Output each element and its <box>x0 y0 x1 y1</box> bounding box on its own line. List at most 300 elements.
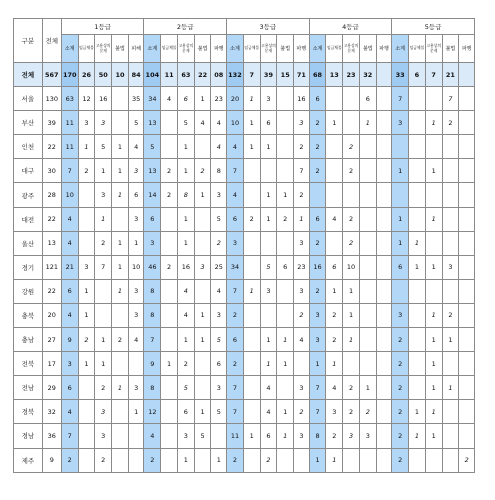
value-cell <box>392 135 409 159</box>
value-cell <box>309 183 326 207</box>
value-cell <box>112 400 129 424</box>
value-cell: 26 <box>78 63 95 87</box>
value-cell: 3 <box>359 424 376 448</box>
value-cell <box>459 328 475 352</box>
value-cell <box>459 255 475 279</box>
value-cell: 11 <box>161 63 178 87</box>
value-cell: 8 <box>144 279 161 303</box>
value-cell: 71 <box>294 63 310 87</box>
value-cell <box>78 400 95 424</box>
value-cell <box>376 328 392 352</box>
value-cell: 1 <box>112 231 129 255</box>
value-cell <box>442 279 459 303</box>
value-cell: 3 <box>309 328 326 352</box>
value-cell: 1 <box>78 279 95 303</box>
region-cell: 경기 <box>14 255 43 279</box>
region-cell: 부산 <box>14 111 43 135</box>
value-cell <box>425 183 442 207</box>
value-cell: 4 <box>227 183 244 207</box>
value-cell <box>409 448 426 472</box>
value-cell <box>277 279 294 303</box>
value-cell <box>112 303 129 327</box>
table-row <box>14 135 475 159</box>
value-cell: 2 <box>309 279 326 303</box>
value-cell: 1 <box>112 135 129 159</box>
value-cell: 7 <box>392 87 409 111</box>
value-cell <box>459 135 475 159</box>
value-cell: 3 <box>294 279 310 303</box>
value-cell <box>161 400 178 424</box>
value-cell: 1 <box>243 135 260 159</box>
value-cell: 3 <box>211 183 227 207</box>
value-cell: 1 <box>161 352 178 376</box>
value-cell: 1 <box>425 352 442 376</box>
value-cell: 1 <box>260 207 277 231</box>
value-cell: 16 <box>177 255 194 279</box>
value-cell: 1 <box>78 135 95 159</box>
value-cell <box>359 279 376 303</box>
value-cell: 2 <box>177 352 194 376</box>
value-cell <box>359 231 376 255</box>
value-cell: 13 <box>144 159 161 183</box>
table-row <box>14 279 475 303</box>
region-cell: 서울 <box>14 87 43 111</box>
value-cell: 1 <box>260 352 277 376</box>
subheader-cell: 소계 <box>227 35 244 63</box>
table-row <box>14 328 475 352</box>
table-row <box>14 183 475 207</box>
header-row <box>14 19 475 35</box>
region-cell: 대구 <box>14 159 43 183</box>
value-cell: 1 <box>78 303 95 327</box>
value-cell <box>359 207 376 231</box>
value-cell <box>376 400 392 424</box>
value-cell: 1 <box>112 376 129 400</box>
value-cell: 1 <box>211 448 227 472</box>
total-header: 전체 <box>42 19 61 63</box>
value-cell <box>78 448 95 472</box>
value-cell <box>376 231 392 255</box>
value-cell: 1 <box>95 328 112 352</box>
value-cell: 20 <box>227 87 244 111</box>
value-cell: 6 <box>392 255 409 279</box>
value-cell <box>442 400 459 424</box>
value-cell: 6 <box>309 87 326 111</box>
value-cell: 3 <box>211 376 227 400</box>
value-cell: 8 <box>177 183 194 207</box>
total-cell: 22 <box>42 207 61 231</box>
value-cell: 3 <box>227 231 244 255</box>
value-cell <box>243 376 260 400</box>
value-cell: 4 <box>61 303 78 327</box>
value-cell <box>161 231 178 255</box>
table-row <box>14 111 475 135</box>
value-cell: 3 <box>128 207 144 231</box>
value-cell: 4 <box>128 328 144 352</box>
value-cell <box>161 424 178 448</box>
value-cell: 23 <box>343 63 360 87</box>
value-cell: 2 <box>112 328 129 352</box>
value-cell: 1 <box>95 352 112 376</box>
value-cell <box>459 376 475 400</box>
statistics-table <box>13 18 475 473</box>
value-cell: 2 <box>78 328 95 352</box>
value-cell: 3 <box>61 352 78 376</box>
value-cell: 6 <box>260 111 277 135</box>
value-cell: 2 <box>294 303 310 327</box>
value-cell: 1 <box>194 303 211 327</box>
subheader-cell: 소계 <box>309 35 326 63</box>
value-cell <box>359 448 376 472</box>
value-cell: 2 <box>326 424 343 448</box>
value-cell: 1 <box>409 424 426 448</box>
value-cell: 1 <box>442 328 459 352</box>
value-cell <box>78 207 95 231</box>
value-cell <box>409 111 426 135</box>
value-cell: 1 <box>343 303 360 327</box>
subheader-cell: 소계 <box>392 35 409 63</box>
value-cell: 2 <box>95 231 112 255</box>
value-cell: 5 <box>177 111 194 135</box>
value-cell <box>425 135 442 159</box>
value-cell <box>392 279 409 303</box>
value-cell <box>409 279 426 303</box>
value-cell <box>277 231 294 255</box>
value-cell: 4 <box>144 424 161 448</box>
value-cell: 4 <box>61 207 78 231</box>
value-cell: 1 <box>409 231 426 255</box>
value-cell: 6 <box>409 63 426 87</box>
value-cell <box>78 183 95 207</box>
value-cell: 33 <box>392 63 409 87</box>
subheader-cell: 파행 <box>376 35 392 63</box>
value-cell <box>459 63 475 87</box>
value-cell <box>78 376 95 400</box>
value-cell <box>459 87 475 111</box>
grade-header: 3등급 <box>227 19 310 35</box>
value-cell <box>161 111 178 135</box>
value-cell <box>326 135 343 159</box>
value-cell: 1 <box>260 135 277 159</box>
value-cell <box>78 231 95 255</box>
subheader-cell: 소계 <box>61 35 78 63</box>
value-cell <box>112 352 129 376</box>
value-cell: 8 <box>144 376 161 400</box>
value-cell: 16 <box>95 87 112 111</box>
value-cell: 6 <box>260 424 277 448</box>
total-cell: 22 <box>42 279 61 303</box>
value-cell: 1 <box>277 424 294 448</box>
value-cell: 1 <box>177 207 194 231</box>
value-cell <box>161 328 178 352</box>
value-cell <box>128 424 144 448</box>
value-cell: 1 <box>409 400 426 424</box>
value-cell: 2 <box>359 400 376 424</box>
value-cell: 4 <box>211 279 227 303</box>
value-cell: 25 <box>211 255 227 279</box>
value-cell <box>243 303 260 327</box>
total-cell: 22 <box>42 135 61 159</box>
value-cell <box>376 255 392 279</box>
value-cell: 6 <box>227 328 244 352</box>
value-cell <box>376 448 392 472</box>
value-cell: 16 <box>294 87 310 111</box>
value-cell: 1 <box>194 183 211 207</box>
subheader-row <box>14 35 475 63</box>
value-cell <box>243 255 260 279</box>
table-row <box>14 207 475 231</box>
value-cell <box>442 207 459 231</box>
value-cell: 6 <box>326 255 343 279</box>
value-cell: 1 <box>392 159 409 183</box>
value-cell <box>343 352 360 376</box>
value-cell: 7 <box>309 376 326 400</box>
value-cell: 13 <box>326 63 343 87</box>
value-cell: 10 <box>343 255 360 279</box>
value-cell <box>112 424 129 448</box>
value-cell: 170 <box>61 63 78 87</box>
value-cell: 7 <box>425 63 442 87</box>
value-cell: 12 <box>144 400 161 424</box>
value-cell: 3 <box>95 183 112 207</box>
value-cell <box>211 424 227 448</box>
value-cell: 1 <box>359 376 376 400</box>
value-cell: 1 <box>112 159 129 183</box>
value-cell: 5 <box>211 207 227 231</box>
value-cell: 10 <box>112 63 129 87</box>
value-cell: 104 <box>144 63 161 87</box>
value-cell: 4 <box>326 376 343 400</box>
value-cell: 3 <box>95 424 112 448</box>
subheader-cell: 불법 <box>277 35 294 63</box>
grade-header: 4등급 <box>309 19 392 35</box>
value-cell <box>277 303 294 327</box>
subheader-cell: 소계 <box>144 35 161 63</box>
value-cell: 4 <box>260 376 277 400</box>
region-cell: 충남 <box>14 328 43 352</box>
value-cell <box>359 183 376 207</box>
value-cell: 1 <box>326 448 343 472</box>
value-cell: 3 <box>128 279 144 303</box>
value-cell: 4 <box>211 111 227 135</box>
value-cell: 10 <box>227 111 244 135</box>
value-cell <box>442 159 459 183</box>
value-cell: 1 <box>442 376 459 400</box>
value-cell <box>359 135 376 159</box>
value-cell <box>376 111 392 135</box>
value-cell: 1 <box>277 183 294 207</box>
value-cell <box>459 424 475 448</box>
subheader-cell: 고용상의문제 <box>425 35 442 63</box>
value-cell: 3 <box>392 111 409 135</box>
value-cell <box>112 87 129 111</box>
value-cell <box>343 87 360 111</box>
value-cell: 1 <box>177 328 194 352</box>
value-cell <box>343 448 360 472</box>
value-cell <box>459 279 475 303</box>
value-cell: 1 <box>78 352 95 376</box>
value-cell: 63 <box>177 63 194 87</box>
value-cell <box>343 183 360 207</box>
value-cell <box>425 231 442 255</box>
value-cell <box>392 183 409 207</box>
table-row <box>14 159 475 183</box>
value-cell: 2 <box>78 159 95 183</box>
value-cell <box>294 352 310 376</box>
value-cell <box>194 352 211 376</box>
value-cell <box>277 111 294 135</box>
value-cell: 5 <box>128 111 144 135</box>
value-cell <box>243 448 260 472</box>
value-cell: 2 <box>309 111 326 135</box>
value-cell: 2 <box>260 448 277 472</box>
total-cell: 130 <box>42 87 61 111</box>
value-cell: 3 <box>294 424 310 448</box>
value-cell <box>409 135 426 159</box>
value-cell: 1 <box>177 448 194 472</box>
value-cell: 1 <box>392 207 409 231</box>
value-cell: 2 <box>343 400 360 424</box>
value-cell: 4 <box>61 231 78 255</box>
total-cell: 17 <box>42 352 61 376</box>
value-cell <box>459 207 475 231</box>
value-cell: 4 <box>161 87 178 111</box>
region-header: 구분 <box>14 19 43 63</box>
value-cell: 1 <box>243 87 260 111</box>
value-cell: 1 <box>112 183 129 207</box>
value-cell: 2 <box>442 111 459 135</box>
value-cell <box>194 207 211 231</box>
value-cell <box>260 159 277 183</box>
value-cell: 6 <box>309 207 326 231</box>
value-cell: 4 <box>177 303 194 327</box>
value-cell: 1 <box>425 255 442 279</box>
value-cell <box>260 303 277 327</box>
value-cell: 1 <box>260 328 277 352</box>
value-cell: 2 <box>227 303 244 327</box>
value-cell: 7 <box>294 159 310 183</box>
value-cell: 12 <box>78 87 95 111</box>
value-cell: 7 <box>442 87 459 111</box>
total-cell: 20 <box>42 303 61 327</box>
value-cell: 1 <box>409 255 426 279</box>
value-cell: 2 <box>95 376 112 400</box>
value-cell <box>376 376 392 400</box>
total-cell: 27 <box>42 328 61 352</box>
region-cell: 전체 <box>14 63 43 87</box>
value-cell: 1 <box>359 111 376 135</box>
value-cell <box>128 352 144 376</box>
value-cell: 3 <box>309 303 326 327</box>
total-cell: 121 <box>42 255 61 279</box>
value-cell: 1 <box>326 111 343 135</box>
value-cell <box>376 87 392 111</box>
subheader-cell: 파행 <box>211 35 227 63</box>
value-cell: 7 <box>309 400 326 424</box>
value-cell <box>277 159 294 183</box>
total-cell: 32 <box>42 400 61 424</box>
value-cell: 4 <box>326 207 343 231</box>
value-cell <box>128 448 144 472</box>
value-cell: 1 <box>425 207 442 231</box>
table-row <box>14 231 475 255</box>
value-cell <box>459 352 475 376</box>
grade-header: 1등급 <box>61 19 144 35</box>
value-cell: 08 <box>211 63 227 87</box>
value-cell: 3 <box>260 279 277 303</box>
value-cell: 8 <box>211 159 227 183</box>
value-cell: 1 <box>425 111 442 135</box>
value-cell: 2 <box>343 135 360 159</box>
value-cell: 3 <box>326 400 343 424</box>
value-cell <box>95 303 112 327</box>
value-cell <box>425 87 442 111</box>
value-cell <box>161 448 178 472</box>
value-cell <box>425 448 442 472</box>
value-cell: 7 <box>227 400 244 424</box>
value-cell: 1 <box>177 135 194 159</box>
value-cell: 3 <box>211 303 227 327</box>
value-cell <box>326 183 343 207</box>
subheader-cell: 불법 <box>112 35 129 63</box>
value-cell: 2 <box>392 352 409 376</box>
value-cell: 7 <box>227 159 244 183</box>
value-cell: 7 <box>61 424 78 448</box>
value-cell: 1 <box>260 183 277 207</box>
total-cell: 567 <box>42 63 61 87</box>
value-cell: 2 <box>277 207 294 231</box>
subheader-cell: 불법 <box>194 35 211 63</box>
value-cell: 2 <box>392 328 409 352</box>
value-cell <box>161 303 178 327</box>
value-cell <box>194 231 211 255</box>
value-cell <box>409 352 426 376</box>
total-cell: 9 <box>42 448 61 472</box>
value-cell: 6 <box>277 255 294 279</box>
value-cell: 50 <box>95 63 112 87</box>
value-cell <box>459 111 475 135</box>
value-cell: 1 <box>194 400 211 424</box>
value-cell: 6 <box>61 376 78 400</box>
table-row <box>14 448 475 472</box>
value-cell: 14 <box>144 183 161 207</box>
table-row <box>14 352 475 376</box>
value-cell: 2 <box>326 303 343 327</box>
region-cell: 제주 <box>14 448 43 472</box>
value-cell: 4 <box>294 328 310 352</box>
value-cell: 39 <box>260 63 277 87</box>
value-cell: 2 <box>309 159 326 183</box>
value-cell <box>409 376 426 400</box>
value-cell: 2 <box>343 207 360 231</box>
value-cell <box>359 352 376 376</box>
region-cell: 경북 <box>14 400 43 424</box>
value-cell <box>243 231 260 255</box>
value-cell <box>243 183 260 207</box>
table-row <box>14 376 475 400</box>
region-cell: 울산 <box>14 231 43 255</box>
table-row <box>14 424 475 448</box>
value-cell <box>326 159 343 183</box>
value-cell: 2 <box>95 448 112 472</box>
value-cell: 3 <box>177 424 194 448</box>
value-cell: 6 <box>177 87 194 111</box>
value-cell <box>343 111 360 135</box>
value-cell <box>277 376 294 400</box>
value-cell <box>376 352 392 376</box>
value-cell: 2 <box>343 159 360 183</box>
value-cell: 16 <box>309 255 326 279</box>
